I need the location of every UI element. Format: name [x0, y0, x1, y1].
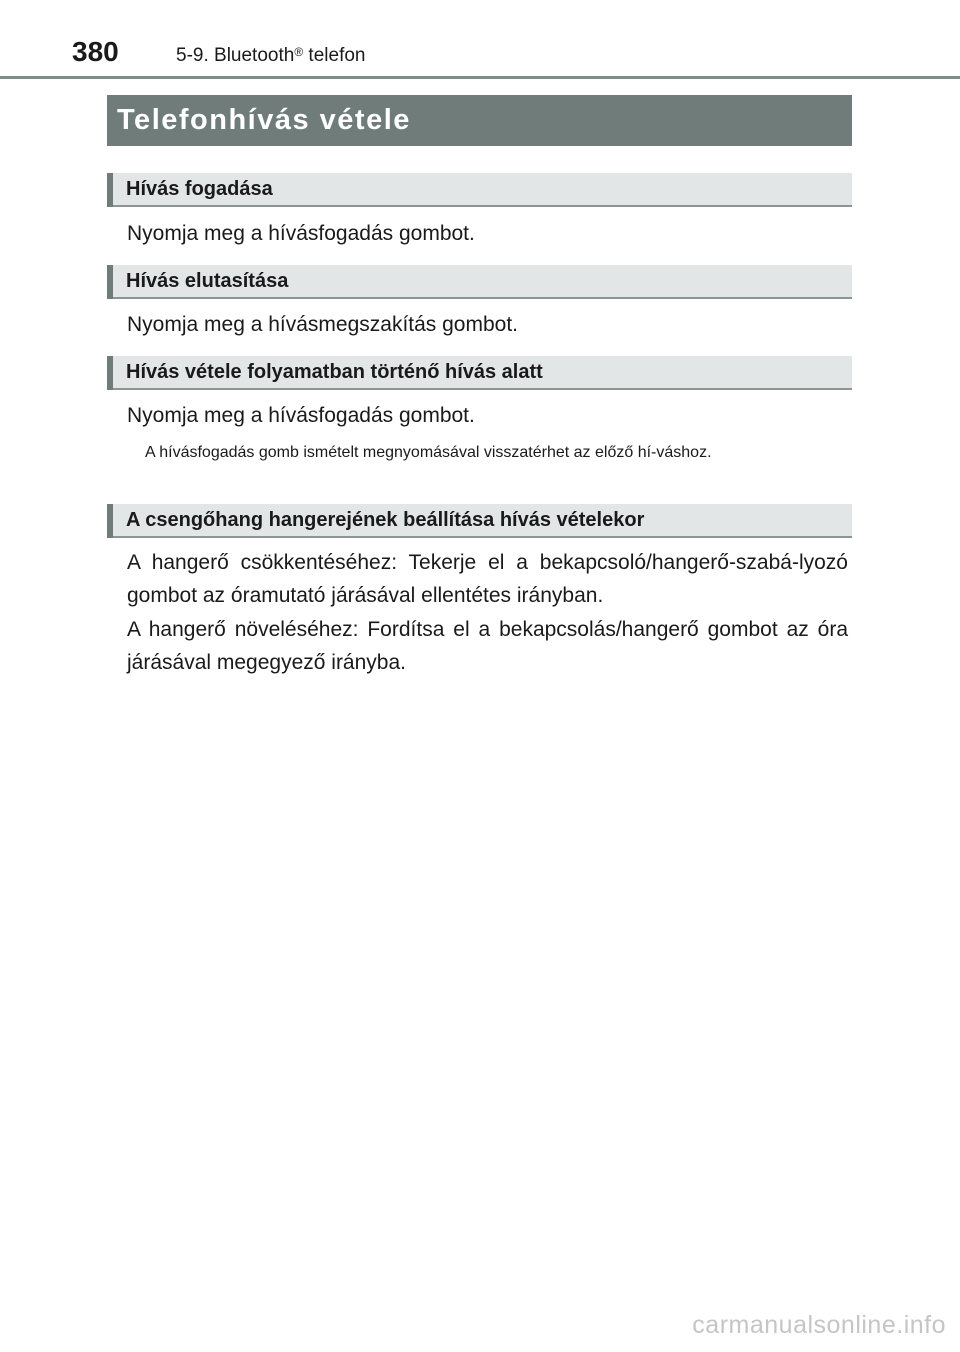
subheading-text: A csengőhang hangerejének beállítása hívás vételekor [126, 509, 645, 531]
subheading-text: Hívás elutasítása [126, 270, 289, 292]
subheading-marker [107, 504, 113, 538]
subheading-text: Hívás fogadása [126, 178, 273, 200]
subheading-hivas-elutasitasa [107, 265, 852, 299]
watermark: carmanualsonline.info [692, 1311, 946, 1339]
subheading-marker [107, 356, 113, 390]
page-header [0, 0, 960, 80]
subheading-text: Hívás vétele folyamatban történő hívás alatt [126, 361, 543, 383]
paragraph-volume-up: A hangerő növeléséhez: Fordítsa el a bekapcsolás/hangerő gombot az óra járásával megegyező irányba. [127, 618, 848, 674]
paragraph-answer-call: Nyomja meg a hívásfogadás gombot. [127, 222, 475, 245]
paragraph-volume-down: A hangerő csökkentéséhez: Tekerje el a bekapcsoló/hangerő-szabá-lyozó gombot az óramutató járásával ellentétes irányban. [127, 551, 848, 607]
page-number: 380 [72, 36, 119, 67]
paragraph-reject-call: Nyomja meg a hívásmegszakítás gombot. [127, 313, 519, 336]
paragraph-call-waiting: Nyomja meg a hívásfogadás gombot. [127, 404, 475, 427]
subheading-call-waiting [107, 356, 852, 390]
note-call-waiting: A hívásfogadás gomb ismételt megnyomásával visszatérhet az előző hí-váshoz. [145, 444, 712, 461]
header-divider [0, 76, 960, 79]
section-reference [176, 43, 365, 69]
subheading-marker [107, 265, 113, 299]
section-ref-suffix: telefon [303, 45, 366, 66]
subheading-ringtone-volume [107, 504, 852, 538]
subheading-hivas-fogadasa [107, 173, 852, 207]
registered-mark: ® [294, 45, 304, 59]
subheading-marker [107, 173, 113, 207]
page-title-bar [107, 95, 852, 146]
section-ref-prefix: 5-9. Bluetooth [176, 45, 295, 66]
page-title: Telefonhívás vétele [117, 104, 411, 136]
